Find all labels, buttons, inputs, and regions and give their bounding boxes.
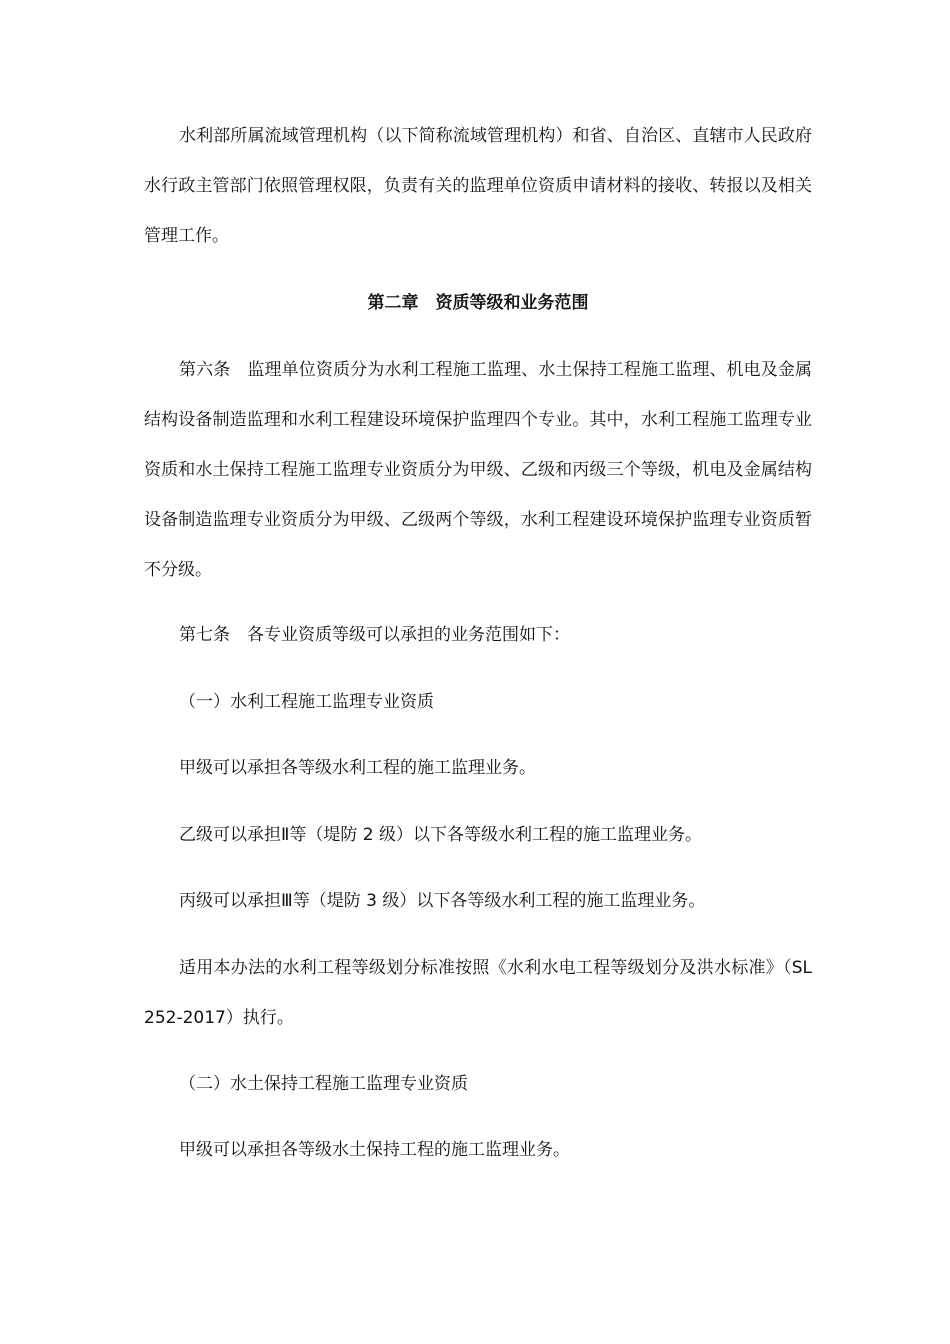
section-1-title: （一）水利工程施工监理专业资质 — [179, 692, 434, 712]
paragraph-standard-note: 适用本办法的水利工程等级划分标准按照《水利水电工程等级划分及洪水标准》（SL252-2017）执行。 — [144, 958, 812, 1028]
paragraph-grade-c-water: 丙级可以承担Ⅲ等（堤防 3 级）以下各等级水利工程的施工监理业务。 — [179, 891, 706, 911]
paragraph-grade-a-soil: 甲级可以承担各等级水土保持工程的施工监理业务。 — [179, 1140, 570, 1160]
section-2-title: （二）水土保持工程施工监理专业资质 — [179, 1074, 468, 1094]
paragraph-grade-a-water: 甲级可以承担各等级水利工程的施工监理业务。 — [179, 758, 536, 778]
paragraph-grade-b-water: 乙级可以承担Ⅱ等（堤防 2 级）以下各等级水利工程的施工监理业务。 — [179, 825, 702, 845]
paragraph-article-6: 第六条 监理单位资质分为水利工程施工监理、水土保持工程施工监理、机电及金属结构设备制造监理和水利工程建设环境保护监理四个专业。其中，水利工程施工监理专业资质和水土保持工程施工监理专业资质分为甲级、乙级和丙级三个等级，机电及金属结构设备制造监理专业资质分为甲级、乙级两个等级，水利工程建设环境保护监理专业资质暂不分级。 — [144, 360, 812, 580]
chapter-heading: 第二章 资质等级和业务范围 — [367, 293, 589, 313]
paragraph-intro: 水利部所属流域管理机构（以下简称流域管理机构）和省、自治区、直辖市人民政府水行政主管部门依照管理权限，负责有关的监理单位资质申请材料的接收、转报以及相关管理工作。 — [144, 126, 812, 246]
paragraph-article-7: 第七条 各专业资质等级可以承担的业务范围如下： — [179, 625, 570, 645]
